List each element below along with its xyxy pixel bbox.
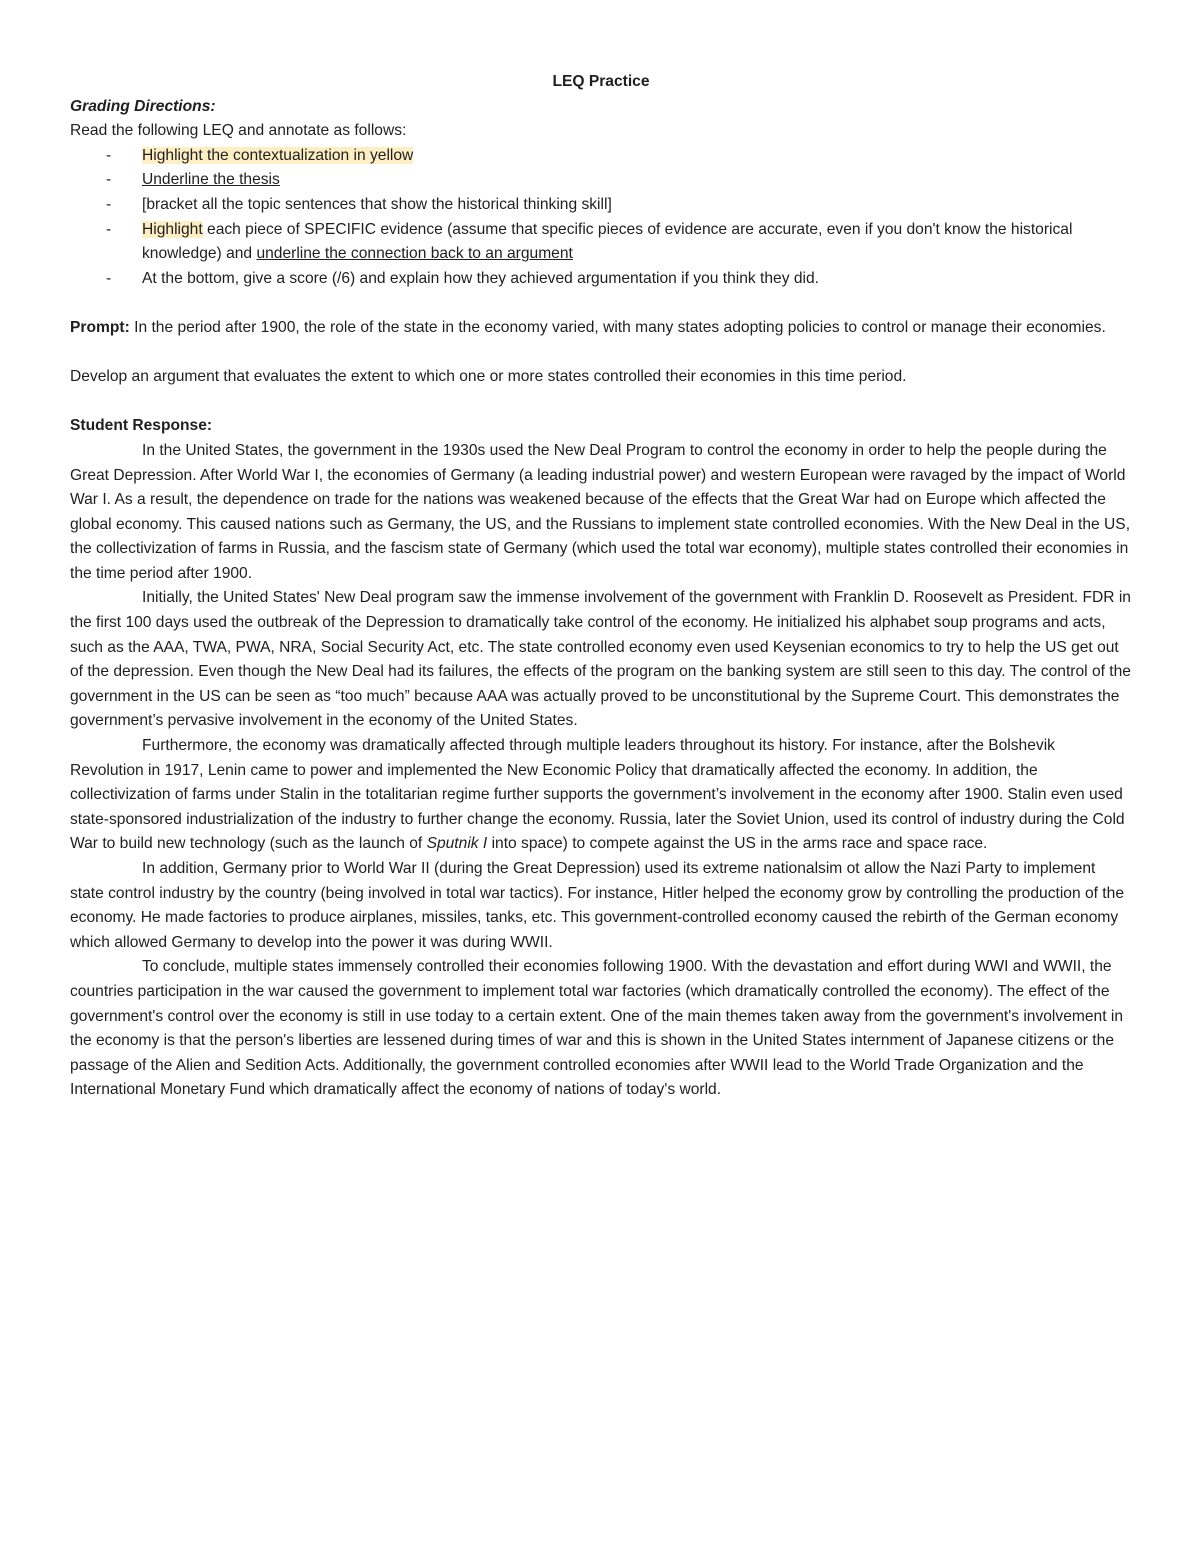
direction-text: Underline the thesis <box>142 171 280 189</box>
italic-title: Sputnik I <box>426 835 488 853</box>
dash-bullet: - <box>106 171 112 189</box>
response-paragraph-3 <box>70 734 1132 857</box>
direction-text: At the bottom, give a score (/6) and explain how they achieved argumentation if you think they did. <box>142 269 819 287</box>
paragraph-text: into space) to compete against the US in the arms race and space race. <box>487 835 988 853</box>
response-paragraph-5: To conclude, multiple states immensely controlled their economies following 1900. With the devastation and effort during WWI and WWII, the countries participation in the war caused the government to implement total war factories (which dramatically controlled the economy). The effect of the government's control over the economy is still in use today to a certain extent. One of the main themes taken away from the government's involvement in the economy is that the person's liberties are lessened during times of war and this is shown in the United States internment of Japanese citizens or the passage of the Alien and Sedition Acts. Additionally, the government controlled economies after WWII lead to the World Trade Organization and the International Monetary Fund which dramatically affect the economy of nations of today's world. <box>70 958 1123 1099</box>
direction-highlight-word: Highlight <box>142 220 203 238</box>
dash-bullet: - <box>106 146 112 164</box>
direction-item-evidence <box>70 218 1132 267</box>
prompt-label: Prompt: <box>70 318 130 336</box>
spacer <box>70 390 1132 415</box>
prompt-task: Develop an argument that evaluates the extent to which one or more states controlled their economies in this time period. <box>70 368 907 386</box>
direction-text: [bracket all the topic sentences that show the historical thinking skill] <box>142 195 612 213</box>
direction-text: Highlight the contextualization in yellow <box>142 146 414 164</box>
grading-intro: Read the following LEQ and annotate as follows: <box>70 122 407 140</box>
dash-bullet: - <box>106 195 112 213</box>
paragraph-text: Furthermore, the economy was dramatically affected through multiple leaders throughout its history. For instance, after the Bolshevik Revolution in 1917, Lenin came to power and implemented the New Economic Policy that dramatically affected the economy. In addition, the collectivization of farms under Stalin in the totalitarian regime further supports the government’s involvement in the economy after 1900. Stalin even used state-sponsored industrialization of the industry to further change the economy. Russia, later the Soviet Union, used its control of industry during the Cold War to build new technology (such as the launch of <box>70 737 1125 853</box>
response-label: Student Response: <box>70 417 213 435</box>
prompt-text: In the period after 1900, the role of the state in the economy varied, with many states adopting policies to control or manage their economies. <box>129 318 1106 336</box>
spacer <box>70 291 1132 316</box>
page-title: LEQ Practice <box>552 73 650 90</box>
direction-item-score <box>70 267 1132 292</box>
response-paragraph-4: In addition, Germany prior to World War II (during the Great Depression) used its extreme nationalsim ot allow the Nazi Party to implement state control industry by the country (being involved in total war tactics). For instance, Hitler helped the economy grow by controlling the production of the economy. He made factories to produce airplanes, missiles, tanks, etc. This government-controlled economy caused the rebirth of the German economy which allowed Germany to develop into the power it was during WWII. <box>70 860 1124 951</box>
direction-item-contextualization <box>70 144 1132 169</box>
response-paragraph-2: Initially, the United States' New Deal program saw the immense involvement of the government with Franklin D. Roosevelt as President. FDR in the first 100 days used the outbreak of the Depression to dramatically take control of the economy. He initialized his alphabet soup programs and acts, such as the AAA, TWA, PWA, NRA, Social Security Act, etc. The state controlled economy even used Keysenian economics to try to help the US get out of the depression. Even though the New Deal had its failures, the effects of the program on the banking system are still seen to this day. The control of the government in the US can be seen as “too much” because AAA was actually proved to be unconstitutional by the Supreme Court. This demonstrates the government’s pervasive involvement in the economy of the United States. <box>70 589 1131 730</box>
dash-bullet: - <box>106 220 112 238</box>
dash-bullet: - <box>106 269 112 287</box>
spacer <box>70 341 1132 366</box>
direction-underlined-text: underline the connection back to an argument <box>256 245 573 263</box>
direction-item-topic-sentences <box>70 193 1132 218</box>
directions-list <box>70 144 1132 292</box>
direction-item-thesis <box>70 168 1132 193</box>
direction-text: each piece of SPECIFIC evidence (assume that specific pieces of evidence are accurate, even if you don't know the historical knowledge) and <box>142 220 1073 263</box>
grading-heading: Grading Directions: <box>70 97 216 115</box>
response-paragraph-1: In the United States, the government in the 1930s used the New Deal Program to control the economy in order to help the people during the Great Depression. After World War I, the economies of Germany (a leading industrial power) and western European were ravaged by the impact of World War I. As a result, the dependence on trade for the nations was weakened because of the effects that the Great War had on Europe which affected the global economy. This caused nations such as Germany, the US, and the Russians to implement state controlled economies. With the New Deal in the US, the collectivization of farms in Russia, and the fascism state of Germany (which used the total war economy), multiple states controlled their economies in the time period after 1900. <box>70 441 1131 582</box>
prompt <box>70 316 1132 341</box>
